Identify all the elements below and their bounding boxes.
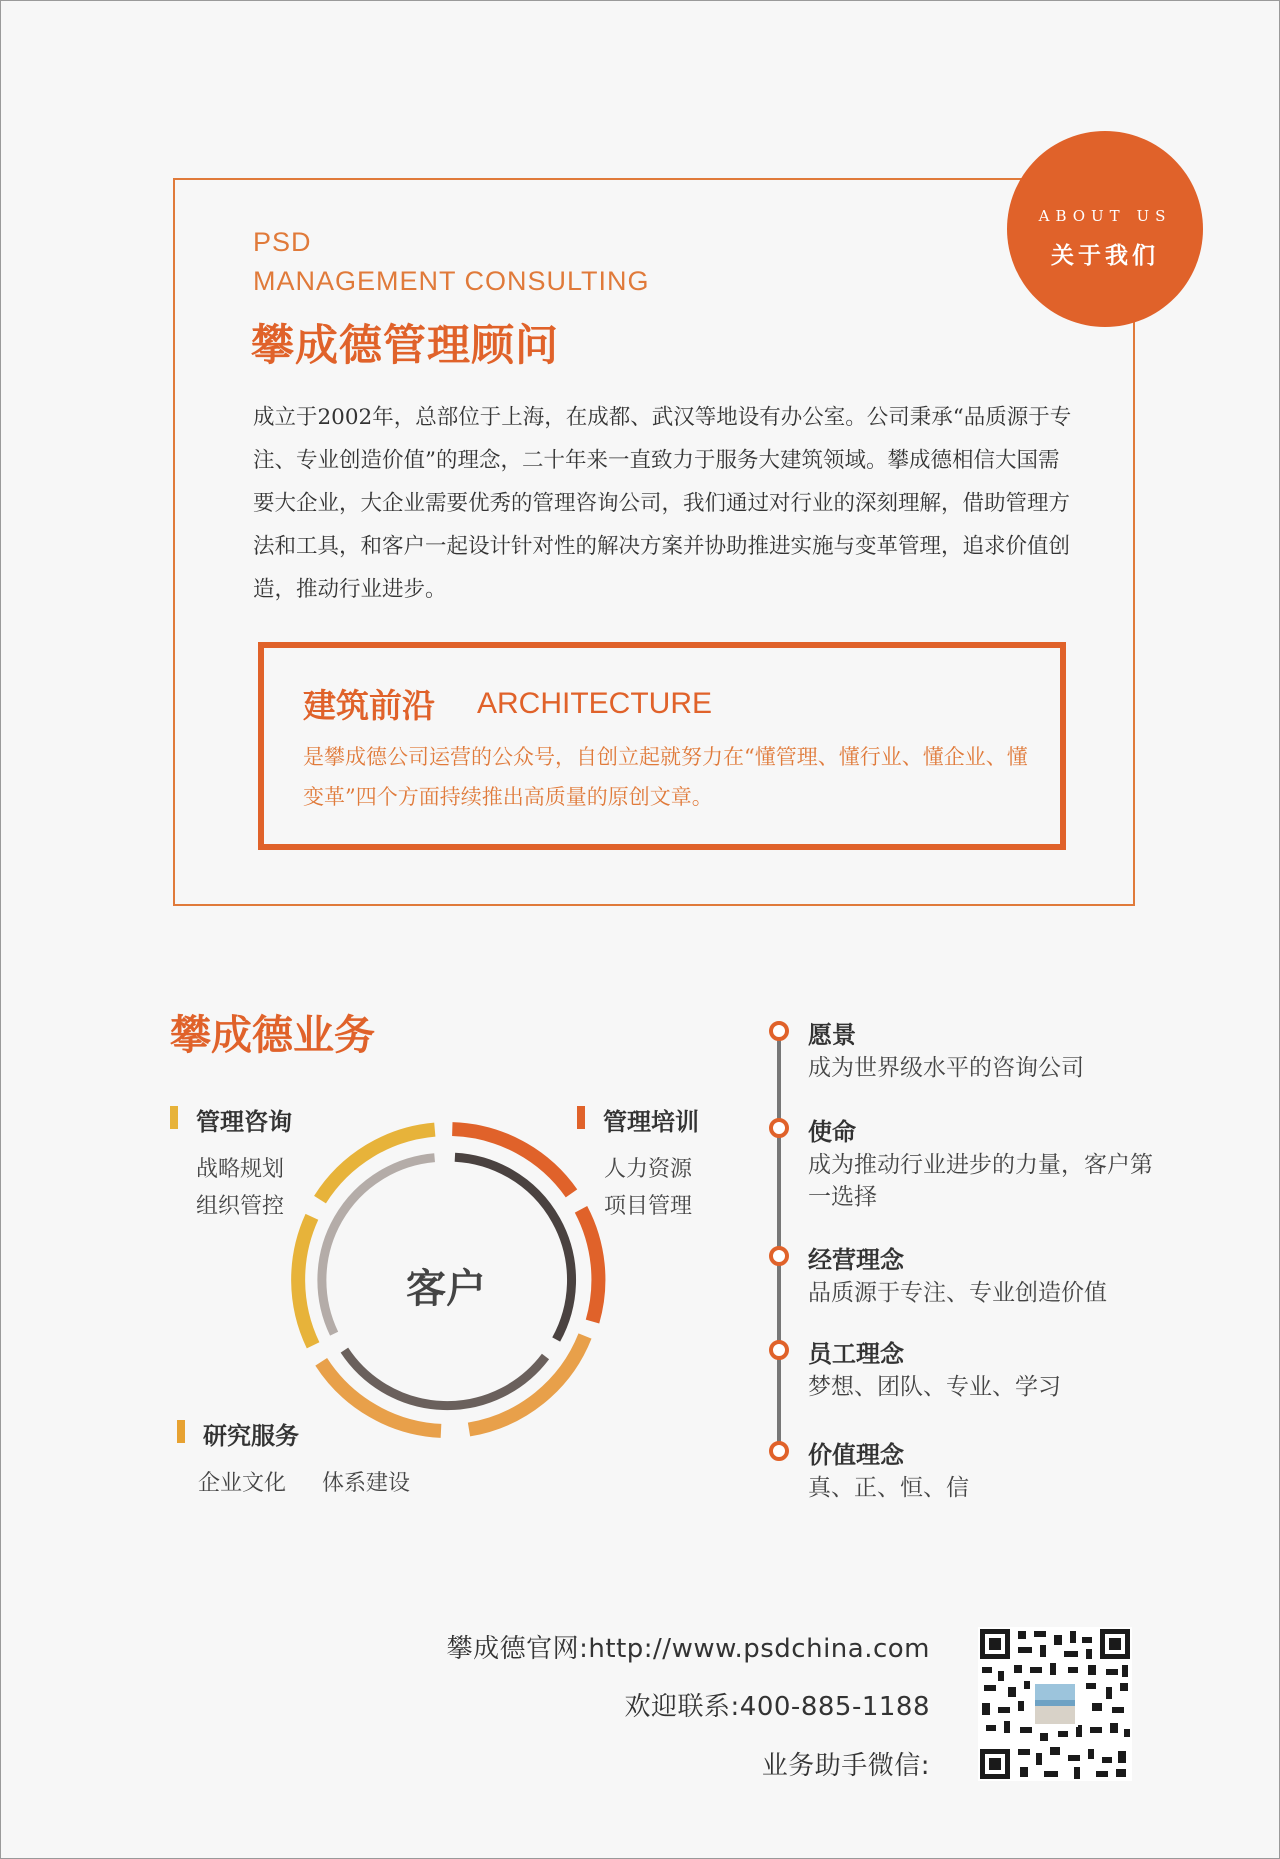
timeline-title: 价值理念: [808, 1441, 904, 1469]
ring-outer-segment: [298, 1217, 313, 1346]
category-label: 管理培训: [603, 1108, 699, 1136]
category-label: 研究服务: [203, 1422, 299, 1450]
website-text: 攀成德官网:http://www.psdchina.com: [446, 1634, 930, 1664]
ring-outer-segment: [581, 1209, 598, 1321]
wechat-label: 业务助手微信:: [761, 1751, 930, 1781]
timeline-desc: 梦想、团队、专业、学习: [808, 1374, 1061, 1400]
wechat-qr-code: [978, 1627, 1132, 1781]
ring-outer-segment: [321, 1362, 441, 1431]
brand-en-line2: MANAGEMENT CONSULTING: [253, 266, 650, 296]
service-item: 组织管控: [196, 1194, 285, 1219]
service-item: 体系建设: [322, 1471, 411, 1496]
service-item: 战略规划: [196, 1157, 285, 1182]
category-label: 管理咨询: [196, 1108, 292, 1136]
phone-text: 欢迎联系:400-885-1188: [624, 1692, 930, 1722]
timeline-line: [777, 1029, 781, 1449]
architecture-title: 建筑前沿: [303, 686, 435, 725]
customer-center-label: 客户: [406, 1266, 486, 1312]
timeline-title: 使命: [808, 1118, 856, 1146]
service-item: 企业文化: [198, 1471, 287, 1496]
badge-zh-label: 关于我们: [1051, 242, 1159, 269]
timeline-desc: 成为推动行业进步的力量，客户第一选择: [808, 1152, 1153, 1210]
service-item: 人力资源: [604, 1157, 693, 1182]
ring-inner-segment: [344, 1350, 545, 1405]
timeline-dot: [769, 1246, 789, 1266]
category-bar: [170, 1106, 178, 1129]
qr-finder: [980, 1629, 1010, 1659]
timeline-dot: [769, 1441, 789, 1461]
timeline-title: 愿景: [808, 1021, 856, 1049]
timeline-desc: 品质源于专注、专业创造价值: [808, 1280, 1107, 1306]
brand-en-line1: PSD: [253, 227, 312, 257]
architecture-text: 是攀成德公司运营的公众号，自创立起就努力在“懂管理、懂行业、懂企业、懂变革”四个方面持续推出高质量的原创文章。: [303, 745, 1028, 809]
ring-outer-segment: [469, 1336, 585, 1430]
timeline-desc: 真、正、恒、信: [808, 1475, 969, 1501]
timeline-title: 员工理念: [808, 1340, 904, 1368]
business-title: 攀成德业务: [170, 1011, 375, 1059]
timeline-title: 经营理念: [808, 1246, 904, 1274]
about-us-badge: [1007, 131, 1203, 327]
qr-finder: [980, 1749, 1010, 1779]
architecture-title-en: ARCHITECTURE: [477, 687, 713, 720]
badge-en-label: ABOUT US: [1038, 207, 1172, 225]
qr-logo: [1032, 1681, 1078, 1727]
timeline-desc: 成为世界级水平的咨询公司: [808, 1055, 1084, 1081]
company-intro: 成立于2002年，总部位于上海，在成都、武汉等地设有办公室。公司秉承“品质源于专注、专业创造价值”的理念，二十年来一直致力于服务大建筑领域。攀成德相信大国需要大企业，大企业需要优秀的管理咨询公司，我们通过对行业的深刻理解，借助管理方法和工具，和客户一起设计针对性的解决方案并协助推进实施与变革管理，追求价值创造，推动行业进步。: [253, 405, 1072, 602]
qr-finder: [1100, 1629, 1130, 1659]
timeline-dot: [769, 1021, 789, 1041]
category-bar: [177, 1420, 185, 1443]
service-item: 项目管理: [604, 1194, 693, 1219]
company-name: 攀成德管理顾问: [251, 321, 559, 371]
timeline-dot: [769, 1118, 789, 1138]
timeline-dot: [769, 1340, 789, 1360]
